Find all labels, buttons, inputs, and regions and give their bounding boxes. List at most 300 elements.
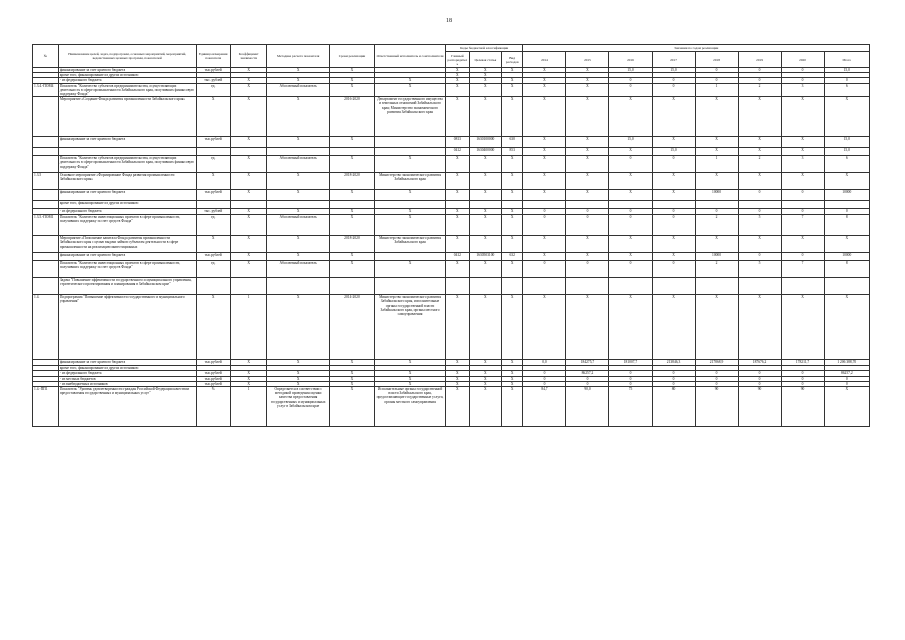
row-coef: Х: [230, 360, 267, 366]
row-target-code: Х: [469, 209, 501, 215]
row-year-value: Х: [738, 236, 781, 253]
row-year-value: Х: [652, 236, 695, 253]
row-total: 6: [824, 83, 869, 97]
row-name: финансирование за счет краевого бюджета: [58, 360, 196, 366]
row-term: Х: [329, 261, 374, 278]
row-name: Показатель "Количество субъектов предпринимательства, осуществляющих деятельность в сфере промышленности Забайкальского края, получивших финансовую поддержку Фонда": [58, 156, 196, 173]
row-year-value: 0: [609, 78, 652, 83]
row-admin-code: [446, 201, 470, 209]
row-unit: тыс.рублей: [196, 253, 230, 261]
row-name: Показатель "Уровень удовлетворенности граждан Российской Федерации качеством предоставления государственных и муниципальных услуг": [58, 387, 196, 427]
row-name: - из федерального бюджета: [58, 371, 196, 376]
row-executor: Х: [375, 381, 446, 386]
row-name: Задача "Повышение эффективности государственного и муниципального управления, стратегического проектирования и планирования в Забайкальском крае": [58, 278, 196, 295]
row-year-value: [781, 278, 824, 295]
row-year-value: 15,0: [652, 148, 695, 156]
row-term: [329, 148, 374, 156]
row-target-code: Х: [469, 376, 501, 381]
row-term: Х: [329, 381, 374, 386]
row-year-value: 0: [738, 190, 781, 201]
row-no: [33, 97, 59, 137]
row-name: Основное мероприятие «Формирование Фонда развития промышленности Забайкальского края»: [58, 173, 196, 190]
row-name: кроме того, финансирование из других источников:: [58, 73, 196, 78]
row-year-value: 3: [781, 156, 824, 173]
row-admin-code: Х: [446, 73, 470, 78]
table-row: [33, 387, 870, 427]
row-term: Х: [329, 253, 374, 261]
row-coef: 1: [230, 295, 267, 360]
row-total: Х: [824, 387, 869, 427]
row-unit: ед.: [196, 83, 230, 97]
row-year-value: 0: [695, 381, 738, 386]
row-coef: Х: [230, 137, 267, 148]
row-admin-code: Х: [446, 371, 470, 376]
row-executor: Х: [375, 371, 446, 376]
program-indicators-table: [32, 44, 870, 427]
row-year-value: 15,0: [609, 137, 652, 148]
row-coef: Х: [230, 173, 267, 190]
row-unit: тыс.рублей: [196, 68, 230, 73]
row-year-value: 0: [695, 209, 738, 215]
row-coef: Х: [230, 97, 267, 137]
row-unit: Х: [196, 173, 230, 190]
row-admin-code: Х: [446, 261, 470, 278]
row-name: финансирование за счет краевого бюджета: [58, 137, 196, 148]
row-term: Х: [329, 387, 374, 427]
row-expense-code: Х: [501, 236, 523, 253]
row-term: Х: [329, 215, 374, 236]
row-year-value: 2: [738, 83, 781, 97]
row-executor: Х: [375, 360, 446, 366]
row-term: Х: [329, 360, 374, 366]
row-year-value: 0: [609, 381, 652, 386]
row-term: 2016-2020: [329, 97, 374, 137]
row-year-value: Х: [781, 148, 824, 156]
row-coef: [230, 201, 267, 209]
row-unit: тыс.рублей: [196, 137, 230, 148]
row-method: Х: [267, 371, 329, 376]
row-unit: %: [196, 387, 230, 427]
row-executor: [375, 253, 446, 261]
row-term: [329, 278, 374, 295]
page-number: 18: [446, 18, 452, 24]
row-expense-code: Х: [501, 78, 523, 83]
row-term: Х: [329, 156, 374, 173]
row-no: 1.4.-ПП1: [33, 387, 59, 427]
row-total: 0: [824, 376, 869, 381]
row-coef: [230, 278, 267, 295]
row-year-value: 0: [738, 381, 781, 386]
row-total: 15,0: [824, 68, 869, 73]
row-coef: Х: [230, 215, 267, 236]
row-name: Показатель "Количество инвестиционных проектов в сфере промышленности, получивших поддержку за счет средств Фонда": [58, 215, 196, 236]
row-admin-code: Х: [446, 360, 470, 366]
row-year-value: 0: [523, 209, 566, 215]
row-expense-code: Х: [501, 261, 523, 278]
row-year-value: Х: [652, 137, 695, 148]
row-expense-code: Х: [501, 360, 523, 366]
row-year-value: Х: [781, 236, 824, 253]
row-year-value: 0: [738, 371, 781, 376]
row-executor: Х: [375, 156, 446, 173]
row-executor: Министерство экономического развития Забайкальского края: [375, 236, 446, 253]
row-method: Х: [267, 173, 329, 190]
row-unit: Х: [196, 236, 230, 253]
row-year-value: 0: [781, 190, 824, 201]
table-row: [33, 148, 870, 156]
row-expense-code: 853: [501, 148, 523, 156]
row-method: Х: [267, 376, 329, 381]
row-year-value: 0: [652, 215, 695, 236]
row-unit: [196, 278, 230, 295]
row-method: Х: [267, 97, 329, 137]
table-row: [33, 278, 870, 295]
row-year-value: [566, 201, 609, 209]
row-year-value: [652, 201, 695, 209]
row-year-value: 0: [738, 78, 781, 83]
row-admin-code: Х: [446, 387, 470, 427]
row-admin-code: Х: [446, 97, 470, 137]
row-method: [267, 148, 329, 156]
row-no: [33, 278, 59, 295]
row-expense-code: Х: [501, 387, 523, 427]
header-admin: Главный распорядитель: [447, 53, 468, 66]
header-exp: Вид расходов: [501, 52, 523, 68]
header-total: Итого: [824, 52, 869, 68]
row-total: 10000: [824, 190, 869, 201]
row-coef: Х: [230, 236, 267, 253]
row-year-value: Х: [566, 253, 609, 261]
header-year: 2015: [566, 52, 609, 68]
row-year-value: Х: [695, 137, 738, 148]
row-year-value: Х: [566, 83, 609, 97]
row-unit: [196, 148, 230, 156]
row-year-value: Х: [781, 97, 824, 137]
row-year-value: 15,0: [652, 68, 695, 73]
header-year: 2020: [781, 52, 824, 68]
row-target-code: Х: [469, 83, 501, 97]
row-admin-code: 0813: [446, 137, 470, 148]
row-target-code: 1630400000: [469, 148, 501, 156]
row-no: 1.3.5: [33, 173, 59, 190]
header-unit: Единица измерения показателя: [196, 45, 230, 68]
row-executor: Исполнительные органы государственной власти Забайкальского края, предоставляющие государственные услуги, органы местного самоуправления: [375, 387, 446, 427]
row-year-value: Х: [523, 68, 566, 73]
row-year-value: 90: [781, 387, 824, 427]
row-year-value: Х: [695, 97, 738, 137]
row-total: 15,0: [824, 137, 869, 148]
row-total: [824, 201, 869, 209]
row-expense-code: Х: [501, 215, 523, 236]
row-total: 15,0: [824, 148, 869, 156]
table-row: [33, 236, 870, 253]
row-year-value: [609, 278, 652, 295]
row-year-value: 0: [695, 376, 738, 381]
row-expense-code: 632: [501, 253, 523, 261]
row-method: Абсолютный показатель: [267, 83, 329, 97]
row-expense-code: Х: [501, 83, 523, 97]
row-year-value: Х: [695, 295, 738, 360]
row-year-value: Х: [609, 173, 652, 190]
row-year-value: 0: [652, 371, 695, 376]
row-year-value: 0: [652, 381, 695, 386]
row-year-value: Х: [738, 173, 781, 190]
header-exec: Ответственный исполнитель и соисполнители: [375, 45, 446, 68]
row-year-value: Х: [566, 156, 609, 173]
row-target-code: Х: [469, 78, 501, 83]
row-no: [33, 156, 59, 173]
header-budget: Коды бюджетной классификации: [446, 45, 523, 52]
header-years-group: Значения по годам реализации: [523, 45, 870, 52]
row-year-value: Х: [523, 156, 566, 173]
row-name: финансирование за счет краевого бюджета: [58, 68, 196, 73]
row-year-value: Х: [523, 78, 566, 83]
row-coef: Х: [230, 261, 267, 278]
row-method: Х: [267, 190, 329, 201]
table-row: [33, 83, 870, 97]
row-year-value: 0: [738, 68, 781, 73]
row-year-value: 0: [652, 376, 695, 381]
row-unit: тыс.рублей: [196, 190, 230, 201]
row-unit: тыс.рублей: [196, 360, 230, 366]
row-year-value: 7: [781, 261, 824, 278]
row-admin-code: Х: [446, 209, 470, 215]
row-admin-code: [446, 278, 470, 295]
row-expense-code: Х: [501, 156, 523, 173]
row-year-value: 0: [609, 215, 652, 236]
row-method: [267, 201, 329, 209]
header-year: 2017: [652, 52, 695, 68]
row-target-code: Х: [469, 387, 501, 427]
row-expense-code: Х: [501, 376, 523, 381]
row-executor: Министерство экономического развития Забайкальского края, исполнительные органы государственной власти Забайкальского края, органы местного самоуправления: [375, 295, 446, 360]
row-expense-code: Х: [501, 173, 523, 190]
row-target-code: Х: [469, 261, 501, 278]
row-name: кроме того, финансирование из других источников:: [58, 366, 196, 371]
row-target-code: [469, 278, 501, 295]
row-year-value: Х: [695, 148, 738, 156]
row-year-value: Х: [566, 236, 609, 253]
row-term: Х: [329, 83, 374, 97]
row-executor: Х: [375, 209, 446, 215]
table-row: [33, 215, 870, 236]
row-year-value: 0: [566, 376, 609, 381]
row-year-value: Х: [652, 173, 695, 190]
row-coef: Х: [230, 78, 267, 83]
row-admin-code: Х: [446, 83, 470, 97]
row-term: Х: [329, 137, 374, 148]
header-coef: Коэффициент значимости: [230, 45, 267, 68]
header-target: Целевая статья: [469, 52, 501, 68]
row-year-value: 90,0: [566, 387, 609, 427]
row-year-value: 1: [695, 83, 738, 97]
row-name: - из внебюджетных источников: [58, 381, 196, 386]
row-executor: Х: [375, 261, 446, 278]
row-total: 8: [824, 261, 869, 278]
row-target-code: Х: [469, 360, 501, 366]
row-year-value: [566, 278, 609, 295]
row-year-value: 0: [781, 376, 824, 381]
row-name: - из местных бюджетов: [58, 376, 196, 381]
row-year-value: 178211,7: [781, 360, 824, 366]
row-expense-code: Х: [501, 209, 523, 215]
row-year-value: 0: [738, 253, 781, 261]
row-year-value: 0: [566, 215, 609, 236]
row-year-value: 181007,7: [609, 360, 652, 366]
row-term: Х: [329, 68, 374, 73]
row-year-value: 0: [695, 78, 738, 83]
row-total: 6: [824, 156, 869, 173]
table-body: [33, 68, 870, 427]
row-year-value: 7: [781, 215, 824, 236]
row-year-value: [695, 201, 738, 209]
row-year-value: Х: [609, 253, 652, 261]
row-expense-code: Х: [501, 381, 523, 386]
row-year-value: Х: [523, 190, 566, 201]
row-method: Абсолютный показатель: [267, 156, 329, 173]
row-method: Х: [267, 236, 329, 253]
header-year: 2014: [523, 52, 566, 68]
row-target-code: [469, 201, 501, 209]
row-total: Х: [824, 295, 869, 360]
row-term: Х: [329, 376, 374, 381]
row-expense-code: Х: [501, 97, 523, 137]
row-name: [58, 148, 196, 156]
row-year-value: 0: [781, 209, 824, 215]
row-admin-code: Х: [446, 68, 470, 73]
row-target-code: Х: [469, 156, 501, 173]
row-admin-code: Х: [446, 295, 470, 360]
table-row: [33, 156, 870, 173]
row-term: Х: [329, 78, 374, 83]
header-no: №: [33, 45, 59, 68]
row-target-code: Х: [469, 173, 501, 190]
row-method: Х: [267, 381, 329, 386]
row-coef: Х: [230, 371, 267, 376]
table-row: [33, 201, 870, 209]
row-year-value: Х: [695, 173, 738, 190]
row-target-code: Х: [469, 381, 501, 386]
row-year-value: 2: [695, 215, 738, 236]
row-target-code: Х: [469, 73, 501, 78]
row-year-value: Х: [781, 137, 824, 148]
row-unit: тыс. рублей: [196, 78, 230, 83]
header-year: 2018: [695, 52, 738, 68]
row-executor: Х: [375, 376, 446, 381]
row-year-value: Х: [566, 148, 609, 156]
row-unit: тыс.рублей: [196, 371, 230, 376]
row-year-value: Х: [652, 190, 695, 201]
row-coef: Х: [230, 68, 267, 73]
row-name: Мероприятие «Пополнение капитала Фонда развития промышленности Забайкальского края с целью выдачи займов субъектам деятельности в сфере промышленности на реализацию инвестиционных: [58, 236, 196, 253]
header-method: Методика расчета показателя: [267, 45, 329, 68]
row-year-value: Х: [652, 253, 695, 261]
row-year-value: 217868,9: [695, 360, 738, 366]
row-unit: тыс. рублей: [196, 209, 230, 215]
row-year-value: Х: [523, 173, 566, 190]
header-row-1: [33, 45, 870, 52]
row-admin-code: 0412: [446, 253, 470, 261]
row-executor: Министерство экономического развития Забайкальского края: [375, 173, 446, 190]
row-admin-code: Х: [446, 236, 470, 253]
row-executor: [375, 137, 446, 148]
row-year-value: Х: [523, 148, 566, 156]
row-admin-code: Х: [446, 215, 470, 236]
row-year-value: Х: [523, 253, 566, 261]
row-total: 10000: [824, 253, 869, 261]
row-target-code: Х: [469, 215, 501, 236]
row-year-value: 0: [523, 261, 566, 278]
row-year-value: Х: [781, 295, 824, 360]
row-total: 0: [824, 78, 869, 83]
row-name: кроме того, финансирование из других источников:: [58, 201, 196, 209]
row-total: [824, 278, 869, 295]
row-expense-code: Х: [501, 68, 523, 73]
row-year-value: 0: [566, 209, 609, 215]
row-year-value: 0: [566, 261, 609, 278]
row-year-value: [738, 278, 781, 295]
row-term: [329, 201, 374, 209]
header-name: Наименование целей, задач, подпрограмм, основных мероприятий, мероприятий, ведомственных целевых программ, показателей: [58, 45, 196, 68]
row-year-value: Х: [523, 236, 566, 253]
row-no: 1.3.5.-ПОМ1: [33, 215, 59, 236]
row-method: Х: [267, 253, 329, 261]
row-admin-code: Х: [446, 156, 470, 173]
row-executor: Х: [375, 83, 446, 97]
row-method: Х: [267, 68, 329, 73]
row-no: [33, 190, 59, 201]
row-year-value: 5: [738, 261, 781, 278]
row-year-value: Х: [566, 97, 609, 137]
row-year-value: 0: [523, 376, 566, 381]
row-method: Х: [267, 137, 329, 148]
row-year-value: Х: [523, 295, 566, 360]
row-no: [33, 201, 59, 209]
row-admin-code: Х: [446, 381, 470, 386]
row-method: Абсолютный показатель: [267, 215, 329, 236]
row-year-value: 0: [652, 78, 695, 83]
row-year-value: 90: [695, 387, 738, 427]
row-year-value: 0,0: [523, 360, 566, 366]
row-year-value: 0: [566, 381, 609, 386]
row-expense-code: Х: [501, 295, 523, 360]
header-year: 2019: [738, 52, 781, 68]
row-no: [33, 137, 59, 148]
row-year-value: 0: [652, 209, 695, 215]
row-name: - из федерального бюджета: [58, 209, 196, 215]
row-total: Х: [824, 97, 869, 137]
row-expense-code: [501, 201, 523, 209]
row-year-value: 0: [523, 371, 566, 376]
row-term: 2018-2020: [329, 173, 374, 190]
row-year-value: 0: [695, 68, 738, 73]
row-method: Х: [267, 78, 329, 83]
row-unit: ед.: [196, 261, 230, 278]
row-term: Х: [329, 190, 374, 201]
row-unit: Х: [196, 97, 230, 137]
row-year-value: Х: [523, 97, 566, 137]
row-expense-code: 630: [501, 137, 523, 148]
row-year-value: 1: [695, 156, 738, 173]
table-row: [33, 253, 870, 261]
row-coef: Х: [230, 156, 267, 173]
table-row: [33, 97, 870, 137]
table-row: [33, 173, 870, 190]
row-no: [33, 261, 59, 278]
row-unit: Х: [196, 295, 230, 360]
row-year-value: Х: [652, 295, 695, 360]
row-coef: Х: [230, 253, 267, 261]
